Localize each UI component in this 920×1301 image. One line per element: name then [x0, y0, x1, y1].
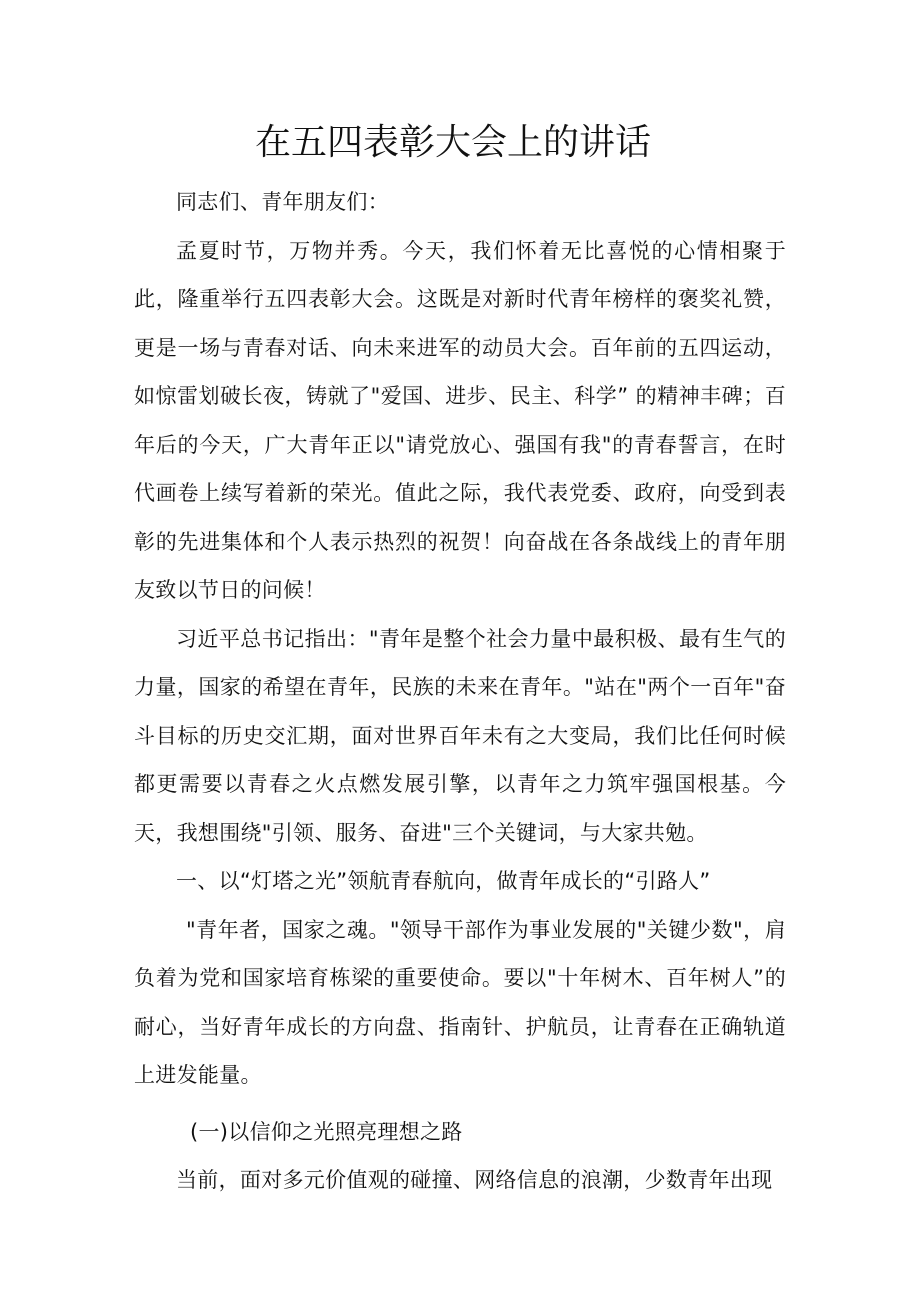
document-title: 在五四表彰大会上的讲话: [254, 122, 651, 163]
salutation-paragraph: 同志们、青年朋友们：: [176, 190, 389, 214]
body-paragraph: "青年者，国家之魂。"领导干部作为事业发展的"关键少数"，肩负着为党和国家培育栋梁的重要使命。要以"十年树木、百年树人”的耐心，当好青年成长的方向盘、指南针、护航员，让青春在正确轨道上进发能量。: [134, 917, 786, 1087]
document-body: [134, 178, 786, 1205]
body-paragraph: 孟夏时节，万物并秀。今天，我们怀着无比喜悦的心情相聚于此，隆重举行五四表彰大会。这既是对新时代青年榜样的褒奖礼赞，更是一场与青春对话、向未来进军的动员大会。百年前的五四运动，如惊雷划破长夜，铸就了"爱国、进步、民主、科学” 的精神丰碑；百年后的今天，广大青年正以"请党放心、强国有我"的青春誓言，在时代画卷上续写着新的荣光。值此之际，我代表党委、政府，向受到表彰的先进集体和个人表示热烈的祝贺！向奋战在各条战线上的青年朋友致以节日的问候！: [134, 238, 786, 602]
subsection-heading: (一)以信仰之光照亮理想之路: [190, 1119, 463, 1144]
body-paragraph: 习近平总书记指出："青年是整个社会力量中最积极、最有生气的力量，国家的希望在青年，民族的未来在青年。"站在"两个一百年"奋斗目标的历史交汇期，面对世界百年未有之大变局，我们比任何时候都更需要以青春之火点燃发展引擎，以青年之力筑牢强国根基。今天，我想围绕"引领、服务、奋进"三个关键词，与大家共勉。: [134, 626, 786, 845]
body-paragraph: 当前，面对多元价值观的碰撞、网络信息的浪潮，少数青年出现: [176, 1168, 773, 1192]
section-heading: 一、以“灯塔之光”领航青春航向，做青年成长的“引路人”: [176, 869, 711, 893]
